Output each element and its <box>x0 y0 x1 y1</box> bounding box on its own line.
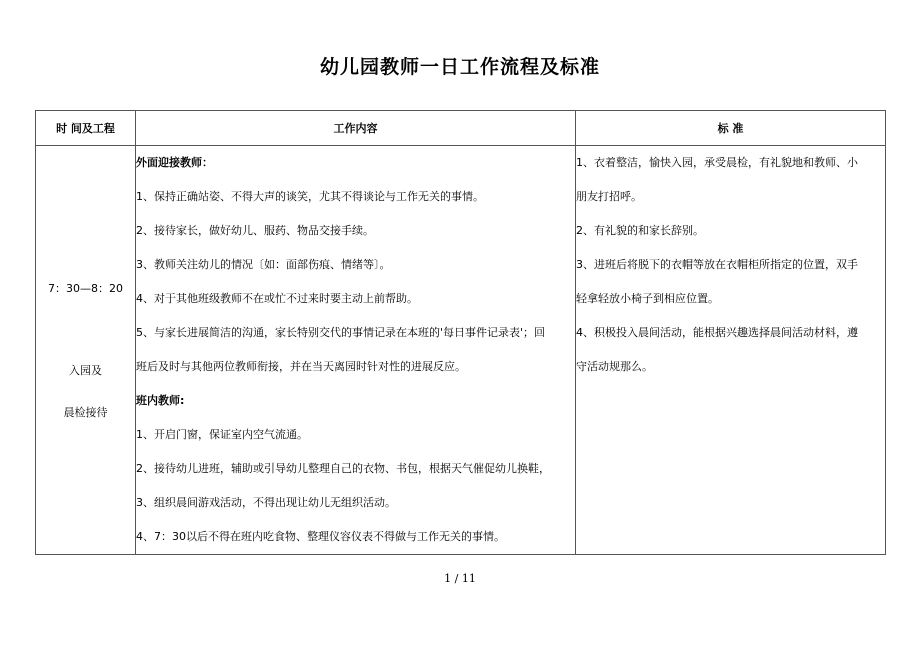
list-item: 1、开启门窗，保证室内空气流通。 <box>136 428 308 441</box>
page-number: 1 / 11 <box>444 572 476 585</box>
header-time: 时 间及工程 <box>36 111 136 146</box>
content-cell <box>136 146 576 555</box>
class-teacher-heading: 班内教师: <box>136 394 185 407</box>
header-content: 工作内容 <box>136 111 576 146</box>
standard-line: 朋友打招呼。 <box>576 190 642 203</box>
outside-teacher-heading: 外面迎接教师： <box>136 156 213 169</box>
standard-line: 轻拿轻放小椅子到相应位置。 <box>576 292 719 305</box>
standard-line: 3、进班后将脱下的衣帽等放在衣帽柜所指定的位置，双手 <box>576 258 858 271</box>
standard-line: 1、衣着整洁，愉快入园，承受晨检，有礼貌地和教师、小 <box>576 156 858 169</box>
list-item: 班后及时与其他两位教师衔接，并在当天离园时针对性的进展反应。 <box>136 360 466 373</box>
document-title: 幼儿园教师一日工作流程及标准 <box>319 56 600 78</box>
standard-line: 守活动规那么。 <box>576 360 653 373</box>
list-item: 3、组织晨间游戏活动，不得出现让幼儿无组织活动。 <box>136 496 396 509</box>
standard-line: 2、有礼貌的和家长辞别。 <box>576 224 704 237</box>
list-item: 5、与家长进展简洁的沟通，家长特别交代的事情记录在本班的'每日事件记录表'；回 <box>136 326 546 339</box>
stage-label-line2: 晨检接待 <box>63 406 108 419</box>
standard-line: 4、积极投入晨间活动，能根据兴趣选择晨间活动材料，遵 <box>576 326 858 339</box>
list-item: 2、接待家长，做好幼儿、服药、物品交接手续。 <box>136 224 374 237</box>
workflow-table <box>35 110 886 555</box>
list-item: 3、教师关注幼儿的情况〔如：面部伤痕、情绪等〕。 <box>136 258 391 271</box>
list-item: 2、接待幼儿进班，辅助或引导幼儿整理自己的衣物、书包，根据天气催促幼儿换鞋， <box>136 462 550 475</box>
list-item: 4、对于其他班级教师不在或忙不过来时要主动上前帮助。 <box>136 292 418 305</box>
standard-cell <box>576 146 886 555</box>
time-cell <box>36 146 136 555</box>
list-item: 1、保持正确站姿、不得大声的谈笑，尤其不得谈论与工作无关的事情。 <box>136 190 484 203</box>
table-row <box>36 146 886 555</box>
header-row <box>36 111 886 146</box>
header-standard: 标 准 <box>576 111 886 146</box>
list-item: 4、7：30以后不得在班内吃食物、整理仪容仪表不得做与工作无关的事情。 <box>136 530 505 543</box>
time-range: 7：30—8：20 <box>48 282 123 295</box>
stage-label-line1: 入园及 <box>69 364 102 377</box>
